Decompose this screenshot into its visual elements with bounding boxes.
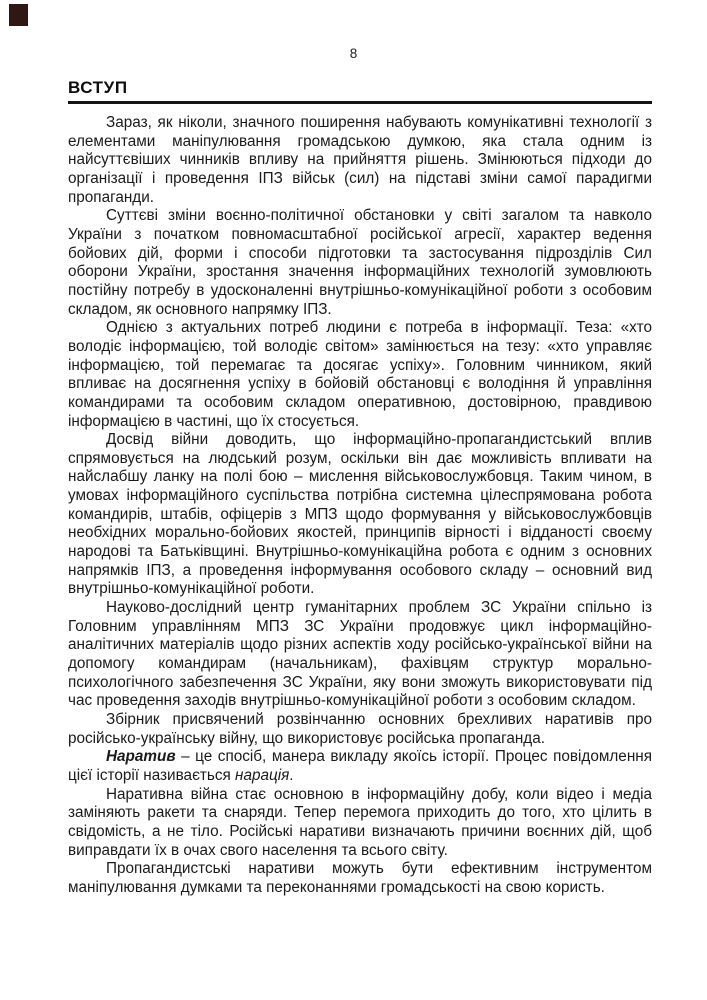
paragraph-block [68, 114, 652, 898]
paragraph-2: Суттєві зміни воєнно-політичної обстановки у світі загалом та навколо України з початком повномасштабної російської агресії, характер ведення бойових дій, форми і способи підготовки та застосування підрозділів Сил оборони України, зростання значення інформаційних технологій зумовлюють постійну потребу в удосконаленні внутрішньо-комунікаційної роботи з особовим складом, як основного напрямку ІПЗ. [68, 207, 652, 318]
term-naratsiya: нарація [235, 766, 290, 784]
scan-artifact-mark [9, 4, 28, 26]
document-body [68, 79, 652, 898]
section-heading: ВСТУП [68, 79, 652, 104]
definition-text: – це спосіб, манера викладу якоїсь історії. Процес повідомлення цієї історії називається [68, 748, 652, 784]
paragraph-6: Збірник присвячений розвінчанню основних брехливих наративів про російсько-українську війну, що використовує російська пропаганда. [68, 711, 652, 747]
paragraph-8: Наративна війна стає основною в інформаційну добу, коли відео і медіа заміняють ракети та снаряди. Тепер перемога приходить до того, хто цілить в свідомість, а не тіло. Російські наративи визначають причини воєнних дій, щоб виправдати їх в очах свого населення та всього світу. [68, 785, 652, 859]
definition-period: . [289, 766, 294, 784]
paragraph-9: Пропагандистські наративи можуть бути ефективним інструментом маніпулювання думками та переконаннями громадськості на свою користь. [68, 860, 652, 896]
paragraph-3: Однією з актуальних потреб людини є потреба в інформації. Теза: «хто володіє інформацією, той володіє світом» замінюється на тезу: «хто управляє інформацією, той перемагає та досягає успіху». Головним чинником, який впливає на досягнення успіху в бойовій обстановці є володіння й управління командирами та особовим складом оперативною, достовірною, правдивою інформацією в частині, що їх стосується. [68, 319, 652, 430]
paragraph-7-definition [68, 748, 652, 785]
paragraph-5: Науково-дослідний центр гуманітарних проблем ЗС України спільно із Головним управлінням МПЗ ЗС України продовжує цикл інформаційно-аналітичних матеріалів щодо різних аспектів ходу російсько-української війни на допомогу командирам (начальникам), фахівцям структур морально-психологічного забезпечення ЗС України, яку вони зможуть використовувати під час проведення заходів внутрішньо-комунікаційної роботи з особовим складом. [68, 599, 652, 710]
page-number: 8 [349, 46, 358, 61]
term-naratyv: Наратив [106, 748, 176, 766]
paragraph-4: Досвід війни доводить, що інформаційно-пропагандистський вплив спрямовується на людський розум, оскільки він дає можливість впливати на найслабшу ланку на полі бою – мислення військовослужбовця. Таким чином, в умовах інформаційного суспільства потрібна системна цілеспрямована робота командирів, штабів, офіцерів з МПЗ щодо формування у військовослужбовців необхідних морально-бойових якостей, принципів вірності і відданості своєму народові та Батьківщині. Внутрішньо-комунікаційна робота є одним з основних напрямків ІПЗ, а проведення інформування особового складу – основний вид внутрішньо-комунікаційної роботи. [68, 431, 652, 598]
paragraph-1: Зараз, як ніколи, значного поширення набувають комунікативні технології з елементами маніпулювання громадською думкою, яка стала одним із найсуттєвіших чинників впливу на прийняття рішень. Змінюються підходи до організації і проведення ІПЗ військ (сил) на підставі зміни самої парадигми пропаганди. [68, 114, 652, 206]
